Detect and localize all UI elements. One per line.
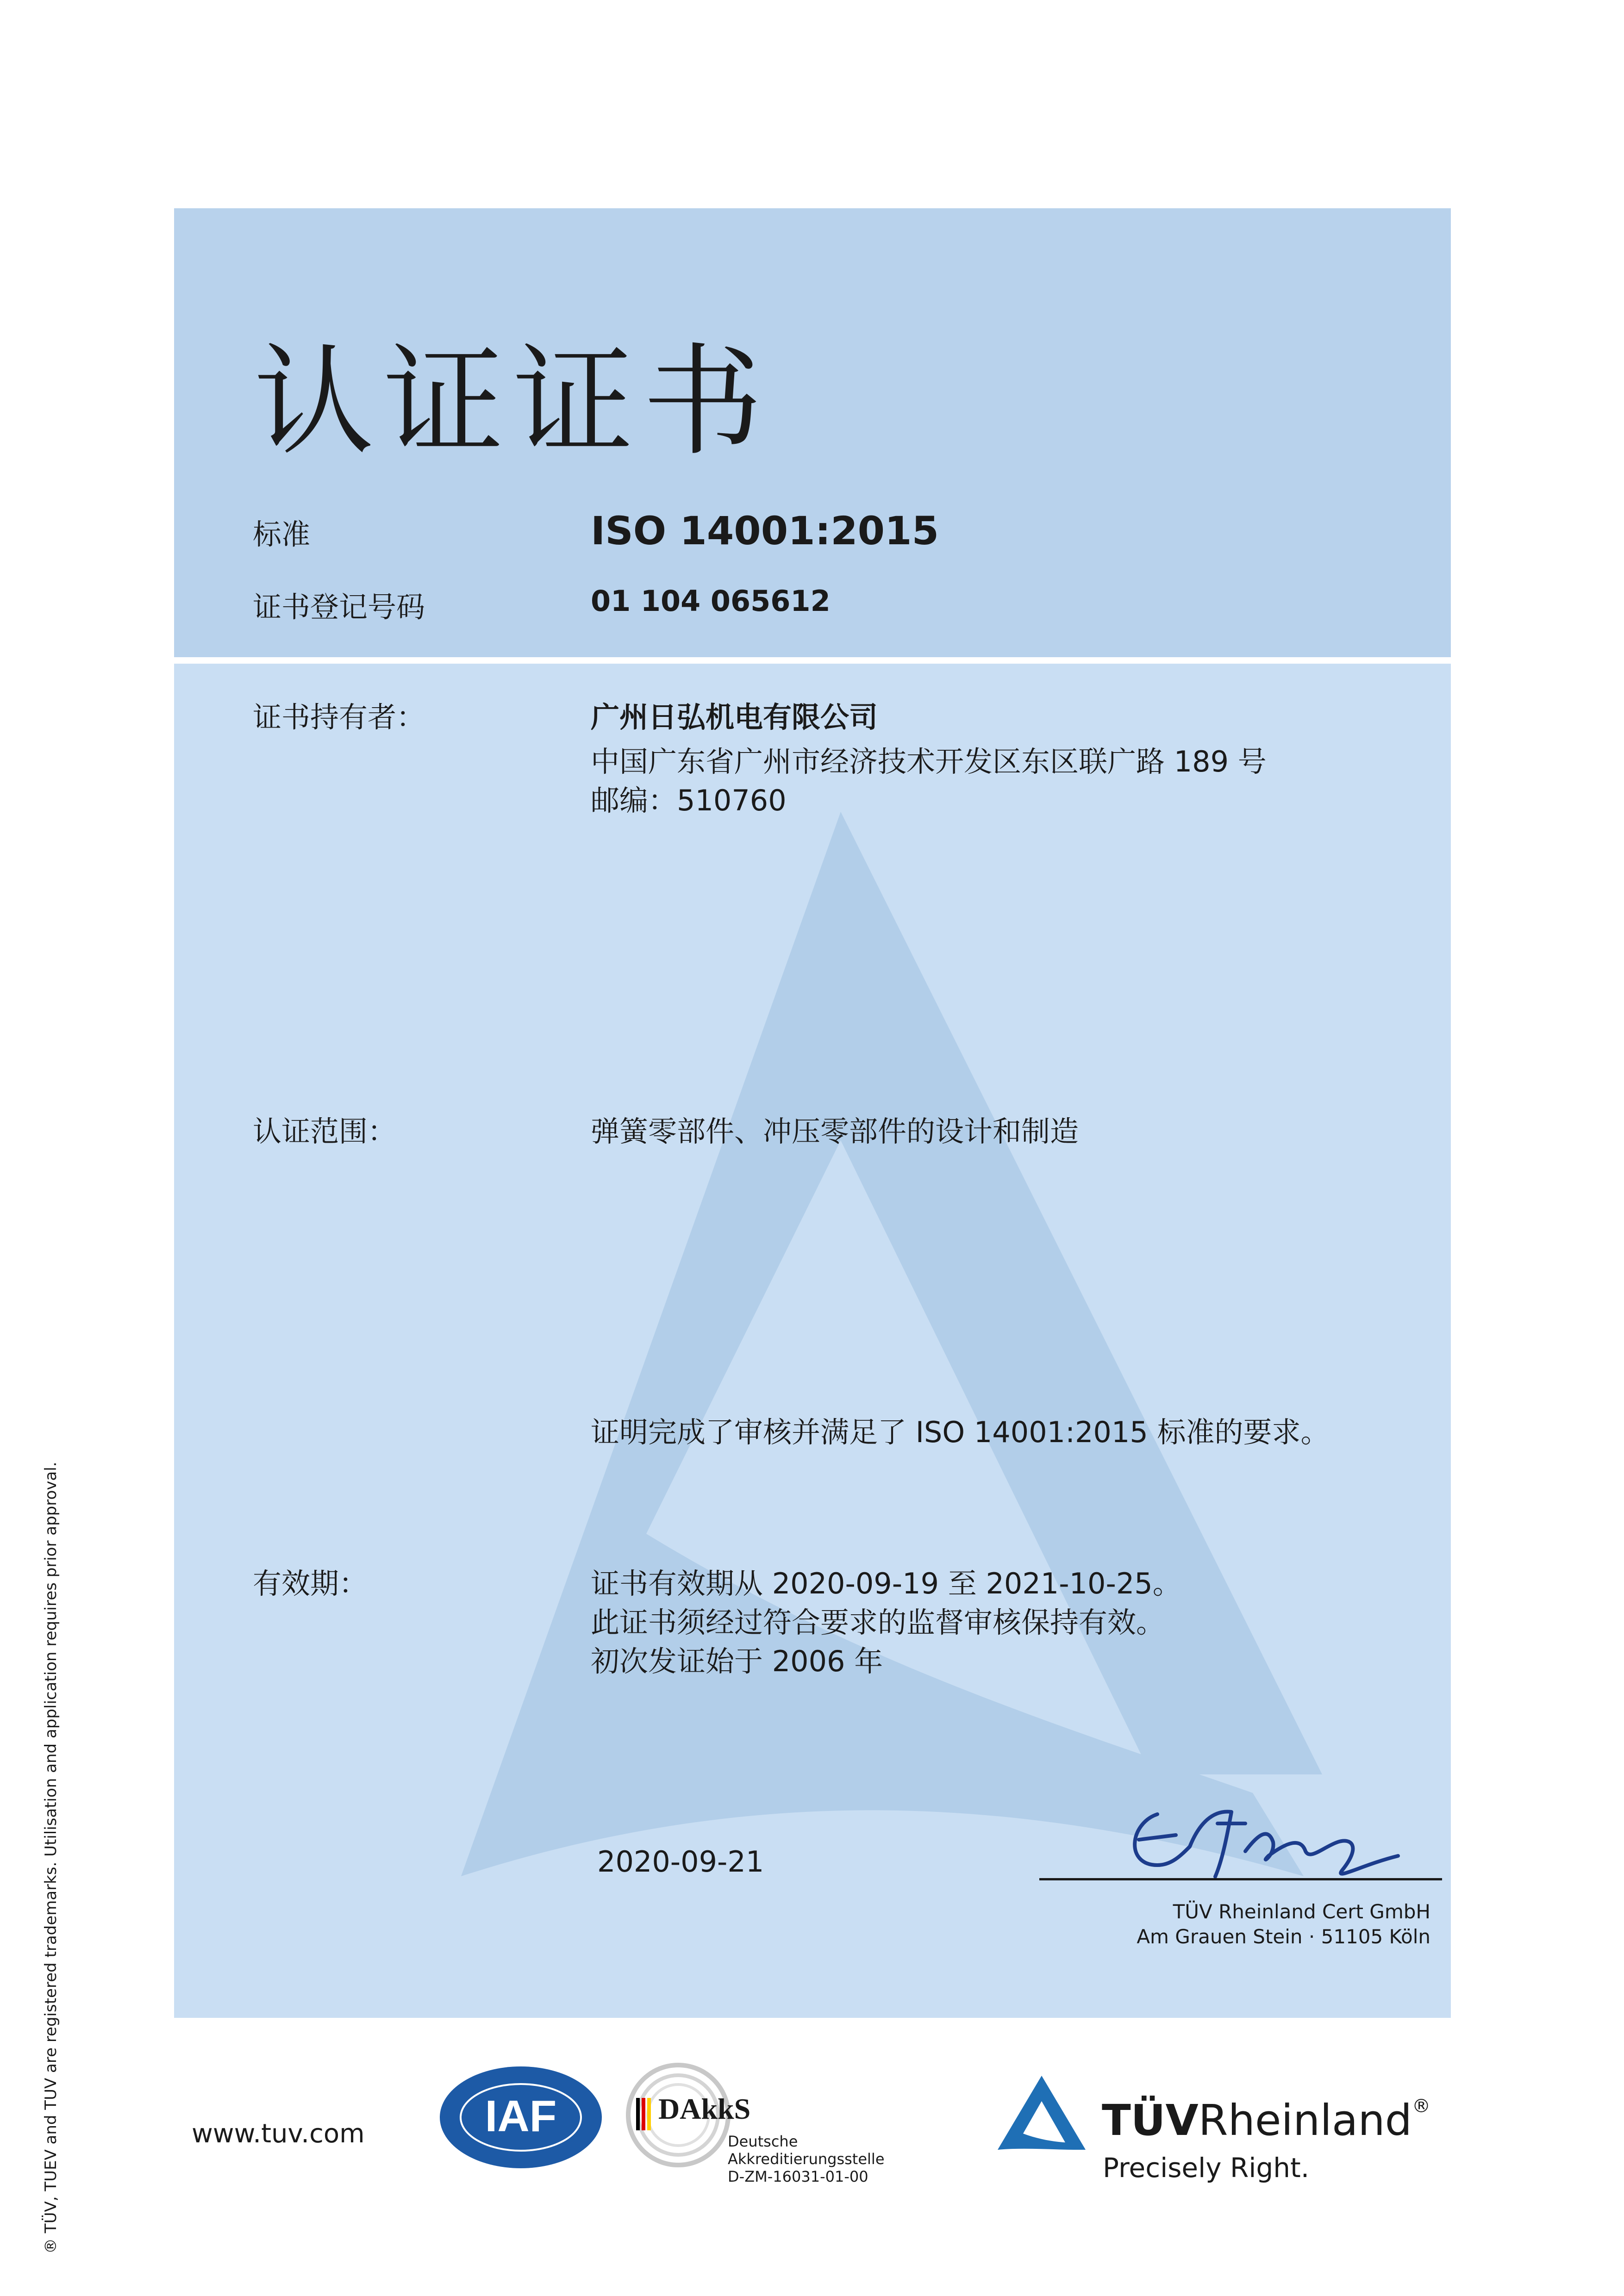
standard-label: 标准	[253, 517, 311, 551]
tuv-triangle-logo-icon	[995, 2073, 1088, 2152]
holder-postcode: 邮编：510760	[591, 784, 787, 817]
dakks-line: Akkreditierungsstelle	[728, 2150, 885, 2168]
validity-line: 此证书须经过符合要求的监督审核保持有效。	[591, 1605, 1165, 1639]
validity-line: 初次发证始于 2006 年	[591, 1644, 883, 1678]
dakks-line: Deutsche	[728, 2133, 798, 2150]
tuv-slogan: Precisely Right.	[1103, 2152, 1310, 2184]
iaf-logo	[437, 2064, 604, 2171]
registration-number: 01 104 065612	[591, 584, 831, 618]
holder-name: 广州日弘机电有限公司	[591, 700, 878, 734]
holder-label: 证书持有者：	[253, 700, 425, 734]
issue-date: 2020-09-21	[597, 1845, 764, 1879]
iaf-text: IAF	[485, 2091, 557, 2141]
iaf-ring-text	[437, 2064, 438, 2065]
website-link[interactable]: www.tuv.com	[192, 2119, 365, 2149]
signature-line	[1039, 1878, 1442, 1880]
scope-label: 认证范围：	[253, 1114, 397, 1148]
tuv-brand	[1102, 2096, 1430, 2145]
validity-label: 有效期：	[253, 1567, 368, 1600]
tuv-brand-regular: Rheinland	[1198, 2096, 1412, 2145]
issuer-address: Am Grauen Stein · 51105 Köln	[1137, 1925, 1430, 1948]
registration-label: 证书登记号码	[253, 590, 425, 624]
header-divider	[174, 657, 1451, 664]
holder-address: 中国广东省广州市经济技术开发区东区联广路 189 号	[591, 745, 1267, 778]
signature-icon	[1120, 1796, 1417, 1888]
validity-line: 证书有效期从 2020-09-19 至 2021-10-25。	[591, 1567, 1181, 1600]
dakks-line: D-ZM-16031-01-00	[728, 2168, 868, 2185]
issuer-name: TÜV Rheinland Cert GmbH	[1173, 1900, 1430, 1923]
dakks-name: DAkkS	[658, 2092, 751, 2125]
trademark-note: ® TÜV, TUEV and TUV are registered trademarks. Utilisation and application requires prior approval.	[42, 1462, 60, 2254]
standard-value: ISO 14001:2015	[591, 508, 939, 554]
registered-mark: ®	[1412, 2096, 1431, 2117]
scope-value: 弹簧零部件、冲压零部件的设计和制造	[591, 1114, 1079, 1148]
certificate-title: 认证证书	[254, 332, 772, 472]
tuv-brand-bold: TÜV	[1102, 2096, 1199, 2145]
compliance-statement: 证明完成了审核并满足了 ISO 14001:2015 标准的要求。	[591, 1415, 1330, 1449]
